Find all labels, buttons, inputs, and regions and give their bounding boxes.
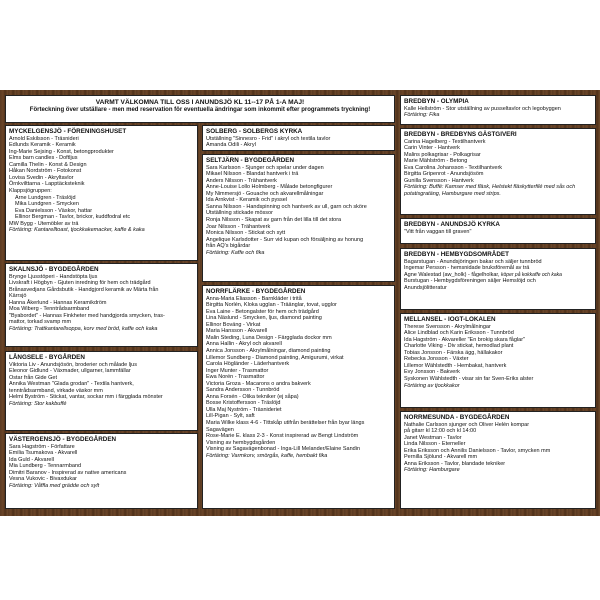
list-item: "Vitt från vaggan till graven"	[404, 228, 472, 235]
section-title: BREDBYN - OLYMPIA	[404, 98, 469, 105]
list-item: Bagarstugan - Anundsjöringen bakar och säljer tunnbröd	[404, 258, 542, 265]
list-item: Therese Svensson - Akrylmålningar	[404, 323, 491, 330]
list-item: Ellinor Boväng - Virkat	[206, 321, 261, 328]
list-item: Linda Nilsson - Eterneller	[404, 441, 466, 448]
list-item: Kalle Hellström - Stor utställning av pusseltavlor och legobyggen	[404, 105, 561, 112]
list-item: Hanna Åkerlund - Hannas Keramikdröm	[9, 299, 107, 306]
section-title: LÅNGSELE - BYGÅRDEN	[9, 354, 85, 361]
list-item: Angelique Karlsdotter - Surr vid kupan och försäljning av honung	[206, 236, 364, 243]
section-title: SKALNSJÖ - BYGDEGÅRDEN	[9, 266, 99, 273]
fortaring: Förtäring: Hamburgare	[404, 467, 460, 474]
list-item: Ida Arnkvist - Keramik och pyssel	[206, 197, 288, 204]
list-item: Anna-Maria Eliasson - Barnkläder i tritå	[206, 295, 302, 302]
list-item: Rebecka Jonsson - Växter	[404, 356, 469, 363]
list-item: Anna Eriksson - Tavlor, blandade tekniker	[404, 460, 506, 467]
list-item: Sanna Nilsson - Handspinning och hantverk av ull, garn och sköre	[206, 203, 367, 210]
section-title: NORRMESUNDA - BYGDEGÅRDEN	[404, 414, 510, 421]
list-item: Anne-Louise Lollo Holmberg - Målade betongfigurer	[206, 184, 333, 191]
section-title: BREDBYN - HEMBYGDSOMRÅDET	[404, 251, 509, 258]
section-bredbyn-olympia	[400, 95, 596, 125]
section-title: BREDBYN - ANUNDSJÖ KYRKA	[404, 221, 500, 228]
list-item: Ellinor Bergman - Tavlor, brickor, kuddfodral etc	[15, 214, 131, 221]
section-myckelgensjo	[5, 125, 198, 261]
list-item: Monica Nilsson - Stickat och sytt	[206, 230, 286, 237]
list-item: Ewa Norén - Trasmattor	[206, 374, 265, 381]
fortaring: Förtäring: Kaffe och fika	[206, 249, 265, 256]
list-item: Ida Guld - Akvarell	[9, 456, 54, 463]
fortaring: Förtäring: Våffla med grädde och sylt	[9, 482, 100, 489]
fortaring: Förtäring: Varmkorv, smörgås, kaffe, hembakt fika	[206, 452, 328, 459]
list-item: Birgitta Norlén, Kloka ugglan - Träänglar, tovat, ugglor	[206, 302, 337, 309]
list-item: Ulla Maj Nyström - Träsnideriet	[206, 406, 282, 413]
list-item: My Nimmersjö - Gouache och akvarellmålningar	[206, 190, 324, 197]
list-item: tenntrådsarmband, virkade väskor mm	[9, 387, 103, 394]
list-item: Livskraft i Högbyn - Gjuten inredning för hem och trädgård	[9, 280, 151, 287]
list-item: Evy Jonsson - Bakverk	[404, 369, 460, 376]
list-item: Lillemor Sundberg - Diamond painting, Amigurumi, virkat	[206, 354, 344, 361]
list-item: Lovisa Svedin - Akryltavlor	[9, 174, 74, 181]
list-item: mattor, torkad svamp mm	[9, 319, 72, 326]
list-item: "Byabordet" - Hannas Finkheter med handgjorda smycken, tras-	[9, 312, 165, 319]
list-item: Carin Vinter - Hantverk	[404, 145, 460, 152]
list-item: Carina Hagelberg - Textilhantverk	[404, 138, 486, 145]
list-item: Ida Hagström - Akvareller "En brokig skara fåglar"	[404, 336, 525, 343]
list-item: Birgitta Gripenrot - Anundsjösöm	[404, 171, 484, 178]
list-item: Brynge Ljusstöperi - Handstöpta ljus	[9, 273, 98, 280]
list-item: Emilia Tsumakova - Akvarell	[9, 450, 78, 457]
list-item: Mia Lundberg - Tennarmband	[9, 463, 82, 470]
list-item: Rose-Marie E. klass 2-3 - Konst inspirerad av Bengt Lindström	[206, 433, 359, 440]
fortaring: Förtäring: Buffé: Kamser med fläsk, Helstekt fläskytterfilé med sås och potatisgratäng, Hamburgare med strips.	[404, 184, 576, 197]
list-item: Syskonen Wählstedth - visar sin far Sven-Eriks alster	[404, 375, 534, 382]
list-item: Janet Westman - Tavlor	[404, 434, 462, 441]
list-item: Bosse Kristoffersson - Träslöjd	[206, 400, 281, 407]
section-skalnsjo	[5, 263, 198, 347]
list-item: Anders Nilsson - Trähantverk	[206, 177, 277, 184]
list-item: Örnkvilttarna - Lapptäcksteknik	[9, 181, 85, 188]
section-solberg	[202, 125, 395, 151]
list-item: Visning av Sagavägenbonad - Inga-Lill Melander/Elaine Sandin	[206, 446, 361, 453]
list-item: Joar Nilsson - Trähantverk	[206, 223, 271, 230]
list-item: Malin Steding, Luna Design - Färgglada dockor mm	[206, 334, 332, 341]
list-item: Mikael Nilsson - Blandat hantverk i trä	[206, 171, 299, 178]
section-seltjarn	[202, 154, 395, 282]
section-bredbyn-gastgiveri	[400, 128, 596, 215]
list-item: Eva Danielsson - Väskor, hattar	[15, 207, 93, 214]
fortaring: Förtäring: Stor kakbuffé	[9, 400, 67, 407]
list-item: Malins polkagrisar - Polkagrisar	[404, 151, 481, 158]
list-item: Maria Wilke klass 4-6 - Tittskåp utifrån berättelser från byar längs	[206, 419, 365, 426]
section-title: BREDBYN - BREDBYNS GÄSTGIVERI	[404, 131, 517, 138]
list-item: Utställning "Sinnesro - Frid" i akryl och textila tavlor	[206, 135, 331, 142]
list-item: Victoria Groza - Macarons o andra bakverk	[206, 380, 311, 387]
list-item: Edlunds Keramik - Keramik	[9, 142, 76, 149]
header-title: VARMT VÄLKOMNA TILL OSS I ANUNDSJÖ KL 11--17 PÅ 1-A MAJ!	[95, 99, 305, 106]
header-box	[5, 95, 395, 123]
list-item: Ronja Nilsson - Skapat av garn från det lilla till det stora	[206, 216, 342, 223]
list-item: från AQ's bigårdar	[206, 243, 251, 250]
list-item: Eva Carolina Johansson - Textilhantverk	[404, 164, 503, 171]
list-item-text: Agne Walestad (aw_holk) - fågelholkar,	[404, 271, 500, 278]
list-item: Alice Lindblad och Karin Eriksson - Tunnbröd	[404, 330, 514, 337]
list-item: Lina Näslund - Smycken, ljus, diamond painting	[206, 315, 322, 322]
list-item: Amanda Odili - Akryl	[206, 142, 256, 149]
section-normresunda	[400, 411, 596, 509]
list-item: Lillemor Wählstedth - Hembakat, hantverk	[404, 362, 507, 369]
list-item: Sandra Andersson - Tunnbröd	[206, 387, 280, 394]
section-title: VÄSTERGENSJÖ - BYGDEGÅRDEN	[9, 436, 117, 443]
list-item: Erika Eriksson och Annilis Danielsson - Tavlor, smycken mm	[404, 447, 551, 454]
section-title: SELTJÄRN - BYGDEGÅRDEN	[206, 157, 295, 164]
section-title: SOLBERG - SOLBERGS KYRKA	[206, 128, 303, 135]
list-item: Carola Högländer - Läderhantverk	[206, 361, 290, 368]
section-title: NORRFLÄRKE - BYGDEGÅRDEN	[206, 288, 306, 295]
list-item: Håkan Nordström - Fotokonst	[9, 168, 82, 175]
list-item: Elms barn candles - Doftljus	[9, 155, 78, 162]
section-bredbyn-kyrka	[400, 218, 596, 244]
list-item: Annica Jonsson - Akrylmålningar, diamond painting	[206, 347, 331, 354]
list-item: Nathalie Carlsson sjunger och Oliver Helén kompar	[404, 421, 530, 428]
list-item: Moa Wiberg - Tenntrådsarmband	[9, 306, 90, 313]
list-item: Kärrsjö	[9, 293, 27, 300]
list-item: Ingemar Persson - hemsnidade bruksföremål av trä	[404, 265, 530, 272]
list-item: Eva Laine - Betongalster för hem och trädgård	[206, 308, 319, 315]
section-title: MYCKELGENSJÖ - FÖRENINGSHUSET	[9, 128, 127, 135]
list-item: Arnold Eskilsson - Träsnideri	[9, 135, 79, 142]
list-item: Anundsjölitteratur	[404, 284, 447, 291]
list-item: Marie Mählström - Betong	[404, 158, 468, 165]
list-item: Anna Forsén - Olika tekniker (ej såpa)	[206, 393, 299, 400]
list-item: Ostar från Gide Get	[9, 374, 57, 381]
list-item: Maria Hansson - Akvarell	[206, 328, 268, 335]
fortaring: Förtäring: Trattkantarellsoppa, korv med bröd, kaffe och kaka	[9, 325, 158, 332]
list-item: Anna Hallin - Akryl och akvarell	[206, 341, 282, 348]
list-item: Dimitri Baranov - Inspirerad av native americans	[9, 469, 127, 476]
list-item: Sara Hagström - Författare	[9, 443, 75, 450]
list-item: Utställning stickade mössor	[206, 210, 273, 217]
header-subtitle: Förteckning över utställare - men med reservation för eventuella ändringar som inkommit efter programmets tryckning!	[29, 107, 371, 113]
list-item: Klappsjögruppen:	[9, 187, 52, 194]
list-item: Brånasvedjans Gårdsbutik - Handgjord keramik av Märta från	[9, 286, 159, 293]
list-item: Burstugan - Hembygdsföreningen säljer Hemslöjd och	[404, 278, 536, 285]
list-item: Vesna Vukovic - Bivaxdukar	[9, 476, 77, 483]
section-vastergensjo	[5, 433, 198, 509]
list-item: Gunilla Svensson - Hantverk	[404, 177, 474, 184]
fortaring: Förtäring: Fika	[404, 112, 440, 119]
list-item: Inger Munter - Trasmattor	[206, 367, 269, 374]
section-bredbyn-hembygd	[400, 248, 596, 310]
list-item: Mika Lundgren - Smycken	[15, 201, 79, 208]
section-langsele	[5, 351, 198, 431]
list-item: Eleonor Gidlund - Växmader, ullgarner, lammfällar	[9, 368, 131, 375]
section-title: MELLANSEL - IOGT-LOKALEN	[404, 316, 496, 323]
list-item: Sara Karlsson - Sjunger och spelar under dagen	[206, 164, 324, 171]
list-item: Camilla Thelin - Konst & Design	[9, 161, 87, 168]
list-item: Lill-Pigan - Sylt, saft	[206, 413, 255, 420]
note-text: köper på kokkaffe och kaka	[501, 271, 562, 278]
list-item: Pernilla Sjölund - Akvarell mm	[404, 454, 478, 461]
list-item: Sagavägen	[206, 426, 234, 433]
list-item: MW Bygg - Utemöbler av trä	[9, 220, 79, 227]
list-item: Ing-Marie Sejsing - Konst, betongprodukter	[9, 148, 114, 155]
list-item: Tobias Jonsson - Färska ägg, hällakakor	[404, 349, 503, 356]
fortaring: Förtäring av tjockkakor	[404, 382, 460, 389]
list-item: på gitarr kl 12:00 och kl 14:00	[404, 428, 477, 435]
list-item: Annika Westman "Glada grodan" - Textila hantverk,	[9, 381, 134, 388]
list-item: Helmi Byström - Stickat, vantar, sockar mm i färgglada mönster	[9, 394, 163, 401]
fortaring: Förtäring: Kantarelltoast, tjockkakemacker, kaffe & kaka	[9, 227, 145, 234]
list-item: Arne Lundgren - Träslöjd	[15, 194, 76, 201]
list-item: Charlotte Viking - Div stickat, hemodlad plant	[404, 343, 514, 350]
list-item: Viktoria Liv - Anundsjösön, broderier och målade ljus	[9, 361, 137, 368]
section-mellansel	[400, 313, 596, 408]
section-norrflarke	[202, 285, 395, 509]
list-item: Visning av hembygdsgården	[206, 439, 276, 446]
